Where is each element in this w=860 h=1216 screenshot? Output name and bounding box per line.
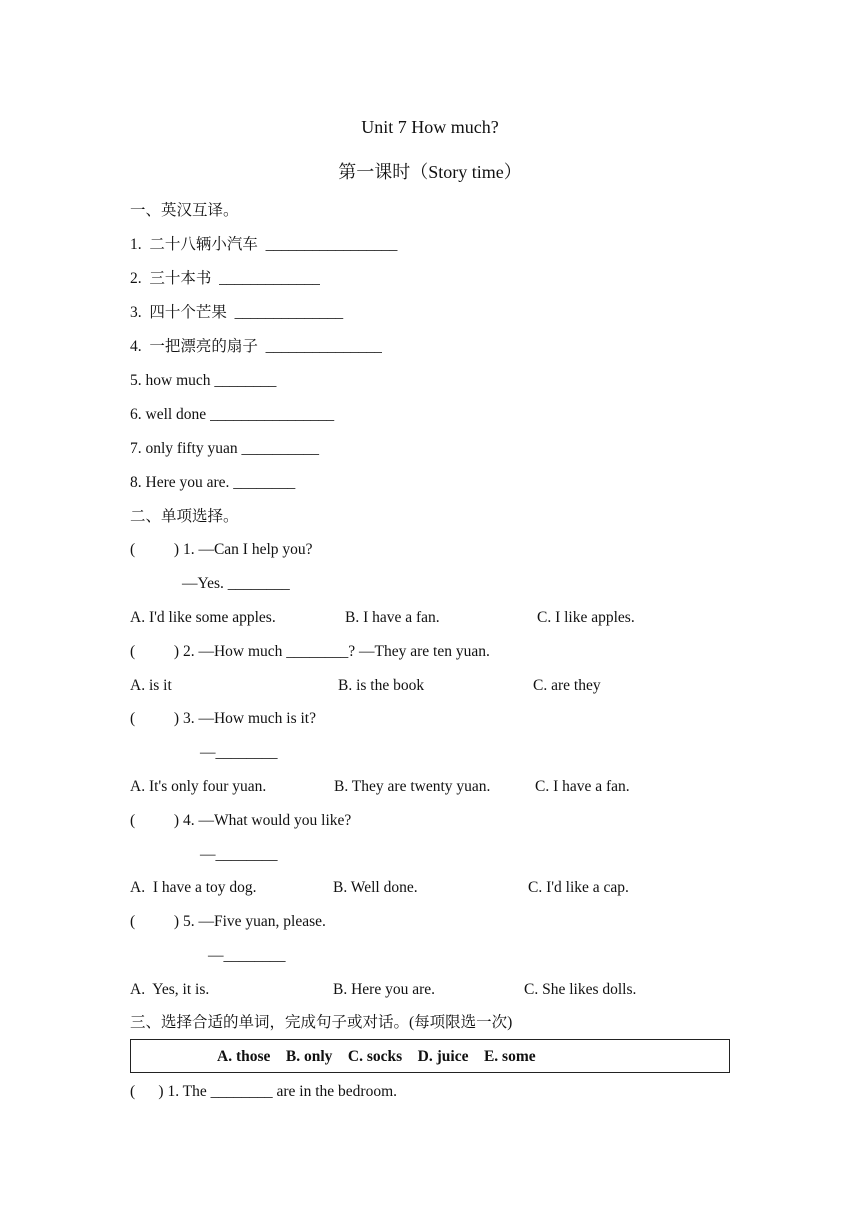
list-item: 3. 四十个芒果 ______________ [130, 304, 344, 321]
list-item: 6. well done ________________ [130, 406, 335, 423]
question-reply: —Yes. ________ [182, 575, 290, 592]
option-c: C. I'd like a cap. [528, 879, 629, 896]
question-reply: —________ [200, 846, 278, 863]
option-b: B. is the book [338, 677, 425, 694]
list-item: 5. how much ________ [130, 372, 277, 389]
list-item: 2. 三十本书 _____________ [130, 270, 320, 287]
fill-item: ( ) 1. The ________ are in the bedroom. [130, 1083, 398, 1100]
question-reply: —________ [208, 947, 286, 964]
list-item: 4. 一把漂亮的扇子 _______________ [130, 338, 382, 355]
question-stem: ( ) 2. —How much ________? —They are ten yuan. [130, 643, 490, 660]
section-heading: 三、选择合适的单词，完成句子或对话。(每项限选一次) [130, 1014, 513, 1031]
question-stem: ( ) 3. —How much is it? [130, 710, 316, 727]
section-heading: 二、单项选择。 [130, 508, 239, 525]
word-bank-box [130, 1039, 730, 1073]
option-c: C. She likes dolls. [524, 981, 637, 998]
option-a: A. is it [130, 677, 172, 694]
section-heading: 一、英汉互译。 [130, 202, 239, 219]
option-a: A. I have a toy dog. [130, 879, 257, 896]
option-a: A. It's only four yuan. [130, 778, 267, 795]
question-stem: ( ) 5. —Five yuan, please. [130, 913, 326, 930]
option-c: C. I like apples. [537, 609, 635, 626]
list-item: 1. 二十八辆小汽车 _________________ [130, 236, 398, 253]
question-stem: ( ) 4. —What would you like? [130, 812, 352, 829]
question-reply: —________ [200, 744, 278, 761]
list-item: 7. only fifty yuan __________ [130, 440, 319, 457]
option-c: C. I have a fan. [535, 778, 630, 795]
option-b: B. Here you are. [333, 981, 435, 998]
question-stem: ( ) 1. —Can I help you? [130, 541, 313, 558]
option-c: C. are they [533, 677, 601, 694]
word-bank: A. those B. only C. socks D. juice E. some [217, 1048, 536, 1065]
list-item: 8. Here you are. ________ [130, 474, 296, 491]
page-title: Unit 7 How much? [361, 117, 499, 137]
option-a: A. Yes, it is. [130, 981, 210, 998]
option-b: B. I have a fan. [345, 609, 440, 626]
option-b: B. They are twenty yuan. [334, 778, 491, 795]
option-b: B. Well done. [333, 879, 418, 896]
page-subtitle: 第一课时（Story time） [338, 162, 522, 182]
option-a: A. I'd like some apples. [130, 609, 276, 626]
